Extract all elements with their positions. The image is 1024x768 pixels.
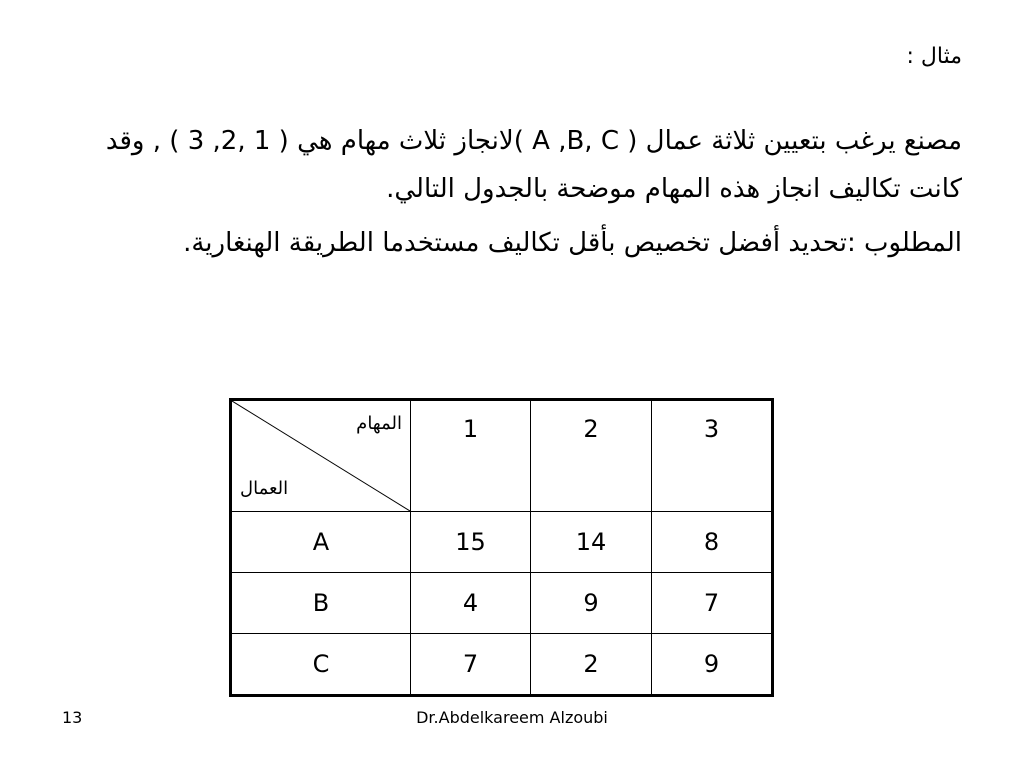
workers-label: العمال — [240, 478, 289, 499]
table-header-row — [231, 400, 773, 512]
problem-statement — [82, 117, 962, 273]
cost-table-container — [229, 398, 771, 686]
cost-cell: 7 — [411, 634, 531, 696]
row-label: C — [231, 634, 411, 696]
column-header: 3 — [652, 400, 773, 512]
row-label: A — [231, 512, 411, 573]
table-row — [231, 573, 773, 634]
corner-cell — [231, 400, 411, 512]
cost-cell: 9 — [531, 573, 652, 634]
column-header: 1 — [411, 400, 531, 512]
table-row — [231, 634, 773, 696]
problem-paragraph: مصنع يرغب بتعيين ثلاثة عمال ( A ,B, C )لانجاز ثلاث مهام هي ( 1 ,2, 3 ) , وقد كانت تكاليف انجاز هذه المهام موضحة بالجدول التالي. — [105, 126, 962, 204]
author-footer: Dr.Abdelkareem Alzoubi — [416, 708, 608, 727]
cost-cell: 14 — [531, 512, 652, 573]
tasks-label: المهام — [356, 413, 402, 434]
table-row — [231, 512, 773, 573]
cost-cell: 2 — [531, 634, 652, 696]
page-number: 13 — [62, 708, 83, 727]
column-header: 2 — [531, 400, 652, 512]
slide-heading: مثال : — [906, 44, 962, 69]
row-label: B — [231, 573, 411, 634]
requirement-paragraph: المطلوب :تحديد أفضل تخصيص بأقل تكاليف مستخدما الطريقة الهنغارية. — [183, 228, 962, 258]
cost-cell: 4 — [411, 573, 531, 634]
cost-cell: 7 — [652, 573, 773, 634]
cost-cell: 15 — [411, 512, 531, 573]
cost-cell: 9 — [652, 634, 773, 696]
cost-cell: 8 — [652, 512, 773, 573]
cost-table — [229, 398, 774, 697]
